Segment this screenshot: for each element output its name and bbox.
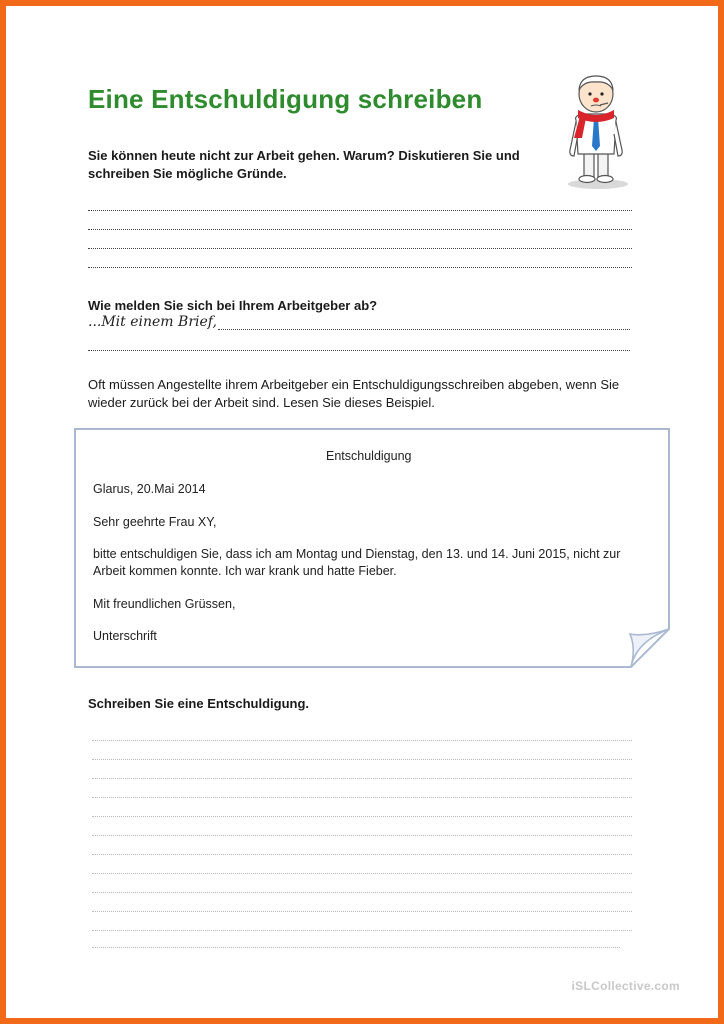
writing-line[interactable]	[92, 930, 632, 931]
letter-place-date: Glarus, 20.Mai 2014	[93, 482, 206, 496]
watermark: iSLCollective.com	[571, 979, 680, 993]
answer-line[interactable]	[88, 350, 630, 351]
writing-line[interactable]	[92, 835, 632, 836]
letter-heading: Entschuldigung	[326, 449, 412, 463]
letter-salutation: Sehr geehrte Frau XY,	[93, 515, 217, 529]
page-title: Eine Entschuldigung schreiben	[88, 84, 483, 114]
question-2: Wie melden Sie sich bei Ihrem Arbeitgeber ab?	[88, 298, 378, 313]
sick-man-illustration	[560, 72, 632, 195]
intro-line-1: Oft müssen Angestellte ihrem Arbeitgeber ein Entschuldigungsschreiben abgeben, wenn Sie	[88, 377, 620, 392]
writing-line[interactable]	[92, 778, 632, 779]
answer-line[interactable]	[88, 248, 632, 249]
answer-line[interactable]	[88, 229, 632, 230]
example-letter	[74, 428, 670, 668]
question-1-line-1: Sie können heute nicht zur Arbeit gehen. Warum? Diskutieren Sie und	[88, 148, 520, 163]
question-2-answer: ...Mit einem Brief,	[88, 314, 217, 330]
writing-line[interactable]	[92, 873, 632, 874]
letter-body-line-1: bitte entschuldigen Sie, dass ich am Montag und Dienstag, den 13. und 14. Juni 2015, nicht zur	[93, 547, 621, 561]
writing-line[interactable]	[92, 892, 632, 893]
writing-line[interactable]	[92, 854, 632, 855]
writing-line[interactable]	[92, 797, 632, 798]
writing-line[interactable]	[92, 911, 632, 912]
writing-task: Schreiben Sie eine Entschuldigung.	[88, 696, 310, 711]
letter-body-line-2: Arbeit kommen konnte. Ich war krank und hatte Fieber.	[93, 564, 397, 578]
writing-line[interactable]	[92, 759, 632, 760]
writing-line[interactable]	[92, 740, 632, 741]
writing-line[interactable]	[92, 947, 620, 948]
answer-line[interactable]	[88, 267, 632, 268]
writing-line[interactable]	[92, 816, 632, 817]
answer-line[interactable]	[88, 210, 632, 211]
letter-signature: Unterschrift	[93, 629, 157, 643]
question-1-line-2: schreiben Sie mögliche Gründe.	[88, 166, 287, 181]
letter-closing: Mit freundlichen Grüssen,	[93, 597, 236, 611]
answer-line[interactable]	[218, 329, 630, 330]
intro-line-2: wieder zurück bei der Arbeit sind. Lesen Sie dieses Beispiel.	[88, 395, 435, 410]
